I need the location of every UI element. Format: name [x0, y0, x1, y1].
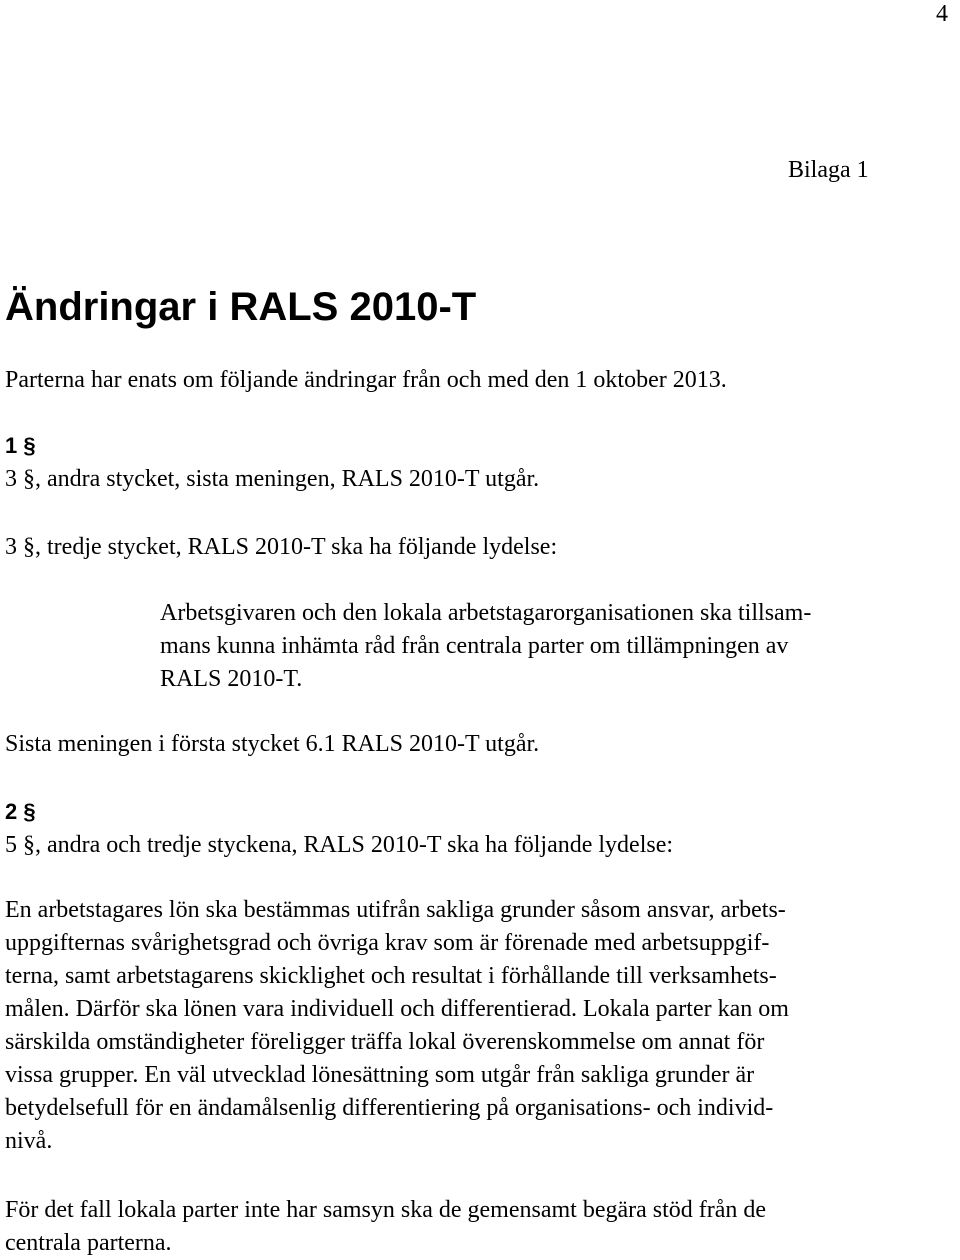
paragraph-line: målen. Därför ska lönen vara individuell och differentierad. Lokala parter kan om — [5, 996, 789, 1022]
section-1-heading: 1 § — [5, 433, 36, 458]
paragraph-line: En arbetstagares lön ska bestämmas utifrån sakliga grunder såsom ansvar, arbets- — [5, 897, 786, 923]
paragraph-line: För det fall lokala parter inte har samsyn ska de gemensamt begära stöd från de — [5, 1197, 767, 1223]
paragraph-line: betydelsefull för en ändamålsenlig differentiering på organisations- och individ- — [5, 1095, 774, 1121]
page-number: 4 — [936, 1, 948, 27]
section-2-paragraph-1 — [5, 894, 789, 1158]
section-1-quote — [160, 597, 811, 696]
paragraph-line: särskilda omständigheter föreligger träffa lokal överenskommelse om annat för — [5, 1029, 765, 1055]
quote-line: RALS 2010-T. — [160, 666, 303, 692]
section-2-line-1: 5 §, andra och tredje styckena, RALS 2010-T ska ha följande lydelse: — [5, 832, 674, 858]
section-1-line-1: 3 §, andra stycket, sista meningen, RALS 2010-T utgår. — [5, 466, 540, 492]
paragraph-line: nivå. — [5, 1128, 53, 1154]
intro-text: Parterna har enats om följande ändringar från och med den 1 oktober 2013. — [5, 367, 727, 393]
section-2-heading: 2 § — [5, 799, 36, 824]
paragraph-line: vissa grupper. En väl utvecklad lönesättning som utgår från sakliga grunder är — [5, 1062, 755, 1088]
section-2-paragraph-2 — [5, 1194, 766, 1260]
section-1-line-2: 3 §, tredje stycket, RALS 2010-T ska ha följande lydelse: — [5, 534, 558, 560]
section-1-line-3: Sista meningen i första stycket 6.1 RALS 2010-T utgår. — [5, 731, 540, 757]
document-title: Ändringar i RALS 2010-T — [5, 285, 477, 329]
paragraph-line: uppgifternas svårighetsgrad och övriga krav som är förenade med arbetsuppgif- — [5, 930, 770, 956]
paragraph-line: centrala parterna. — [5, 1230, 172, 1256]
quote-line: mans kunna inhämta råd från centrala parter om tillämpningen av — [160, 633, 789, 659]
appendix-label: Bilaga 1 — [788, 157, 869, 183]
paragraph-line: terna, samt arbetstagarens skicklighet och resultat i förhållande till verksamhets- — [5, 963, 777, 989]
quote-line: Arbetsgivaren och den lokala arbetstagarorganisationen ska tillsam- — [160, 600, 812, 626]
